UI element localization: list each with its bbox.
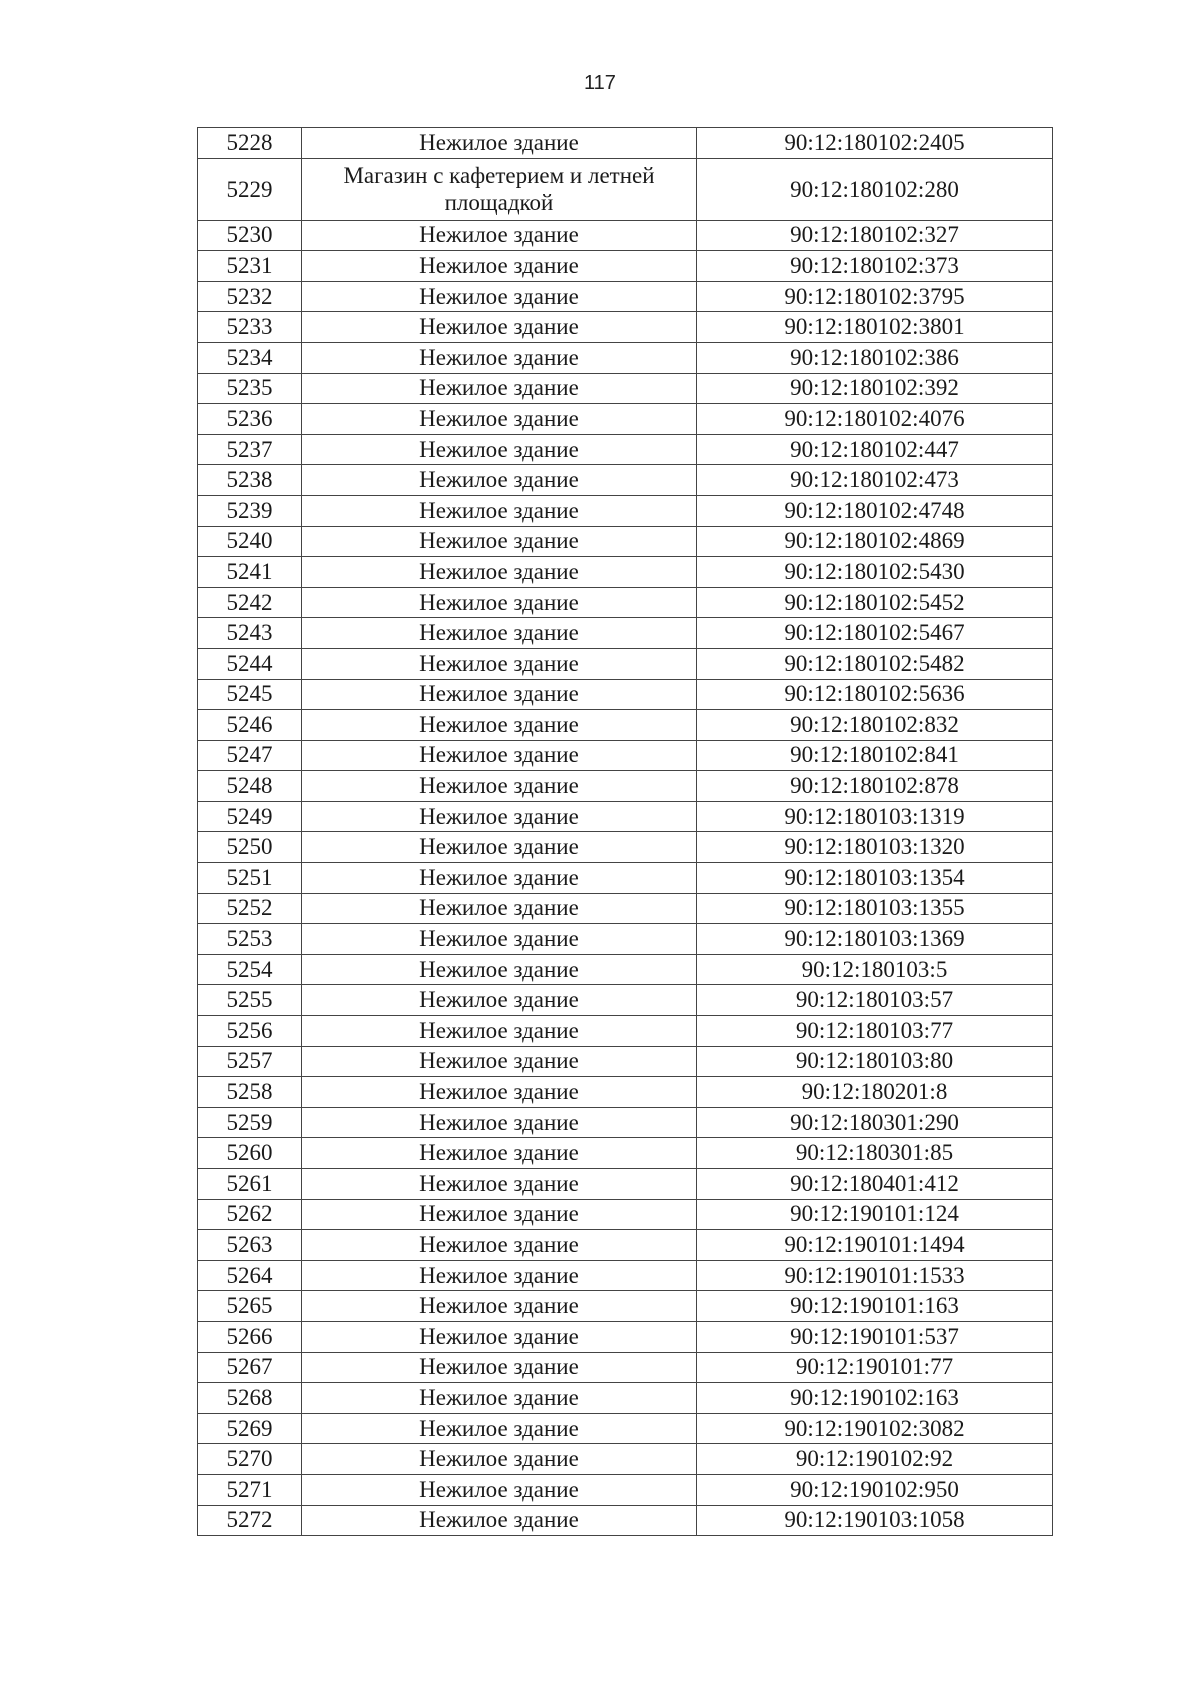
cadastral-number-cell: 90:12:180102:3801 [697, 312, 1053, 343]
row-number-cell: 5247 [198, 740, 302, 771]
row-number-cell: 5253 [198, 924, 302, 955]
row-number-cell: 5243 [198, 618, 302, 649]
table-row [198, 863, 1053, 894]
object-name-cell: Нежилое здание [302, 251, 697, 282]
cadastral-number-cell: 90:12:190101:124 [697, 1199, 1053, 1230]
table-row [198, 312, 1053, 343]
cadastral-number-cell: 90:12:190102:950 [697, 1474, 1053, 1505]
cadastral-number-cell: 90:12:180102:878 [697, 771, 1053, 802]
object-name-cell: Нежилое здание [302, 985, 697, 1016]
cadastral-number-cell: 90:12:180102:5452 [697, 587, 1053, 618]
cadastral-number-cell: 90:12:190101:537 [697, 1321, 1053, 1352]
table-row [198, 1107, 1053, 1138]
table-row [198, 1474, 1053, 1505]
row-number-cell: 5230 [198, 220, 302, 251]
table-row [198, 220, 1053, 251]
row-number-cell: 5258 [198, 1077, 302, 1108]
row-number-cell: 5248 [198, 771, 302, 802]
row-number-cell: 5250 [198, 832, 302, 863]
object-name-cell: Нежилое здание [302, 1444, 697, 1475]
object-name-cell: Нежилое здание [302, 434, 697, 465]
table-row [198, 587, 1053, 618]
row-number-cell: 5242 [198, 587, 302, 618]
row-number-cell: 5244 [198, 648, 302, 679]
object-name-cell: Нежилое здание [302, 465, 697, 496]
row-number-cell: 5267 [198, 1352, 302, 1383]
object-name-cell: Нежилое здание [302, 1352, 697, 1383]
table-row [198, 1352, 1053, 1383]
cadastral-number-cell: 90:12:180103:1354 [697, 863, 1053, 894]
table-row [198, 404, 1053, 435]
table-row [198, 281, 1053, 312]
cadastral-number-cell: 90:12:180103:57 [697, 985, 1053, 1016]
object-name-cell: Нежилое здание [302, 1505, 697, 1536]
object-name-cell: Нежилое здание [302, 128, 697, 159]
object-name-cell: Нежилое здание [302, 1138, 697, 1169]
table-row [198, 954, 1053, 985]
table-row [198, 740, 1053, 771]
cadastral-number-cell: 90:12:180103:1319 [697, 801, 1053, 832]
table-row [198, 679, 1053, 710]
cadastral-number-cell: 90:12:180102:5467 [697, 618, 1053, 649]
object-name-cell: Нежилое здание [302, 648, 697, 679]
table-row [198, 1046, 1053, 1077]
row-number-cell: 5236 [198, 404, 302, 435]
table-row [198, 924, 1053, 955]
cadastral-number-cell: 90:12:180103:77 [697, 1016, 1053, 1047]
table-row [198, 648, 1053, 679]
row-number-cell: 5256 [198, 1016, 302, 1047]
object-name-cell: Нежилое здание [302, 1016, 697, 1047]
table-row [198, 128, 1053, 159]
cadastral-number-cell: 90:12:180103:1369 [697, 924, 1053, 955]
row-number-cell: 5240 [198, 526, 302, 557]
table-row [198, 1138, 1053, 1169]
row-number-cell: 5229 [198, 158, 302, 220]
cadastral-number-cell: 90:12:180102:3795 [697, 281, 1053, 312]
table-row [198, 465, 1053, 496]
object-name-cell: Нежилое здание [302, 1199, 697, 1230]
row-number-cell: 5257 [198, 1046, 302, 1077]
table-row [198, 771, 1053, 802]
table-row [198, 342, 1053, 373]
cadastral-number-cell: 90:12:180102:5430 [697, 557, 1053, 588]
cadastral-number-cell: 90:12:180102:447 [697, 434, 1053, 465]
table-row [198, 1199, 1053, 1230]
object-name-cell: Нежилое здание [302, 893, 697, 924]
table-row [198, 251, 1053, 282]
row-number-cell: 5232 [198, 281, 302, 312]
object-name-cell: Нежилое здание [302, 1230, 697, 1261]
row-number-cell: 5254 [198, 954, 302, 985]
object-name-cell: Нежилое здание [302, 1046, 697, 1077]
table-row [198, 1230, 1053, 1261]
object-name-cell: Нежилое здание [302, 404, 697, 435]
cadastral-number-cell: 90:12:180102:473 [697, 465, 1053, 496]
row-number-cell: 5272 [198, 1505, 302, 1536]
table-row [198, 434, 1053, 465]
cadastral-number-cell: 90:12:190102:3082 [697, 1413, 1053, 1444]
row-number-cell: 5241 [198, 557, 302, 588]
row-number-cell: 5235 [198, 373, 302, 404]
cadastral-number-cell: 90:12:180102:327 [697, 220, 1053, 251]
object-name-cell: Нежилое здание [302, 1413, 697, 1444]
row-number-cell: 5268 [198, 1383, 302, 1414]
cadastral-number-cell: 90:12:190101:1533 [697, 1260, 1053, 1291]
object-name-cell: Нежилое здание [302, 1383, 697, 1414]
object-name-cell: Нежилое здание [302, 495, 697, 526]
row-number-cell: 5228 [198, 128, 302, 159]
property-table-container [197, 127, 1052, 1536]
cadastral-number-cell: 90:12:180301:85 [697, 1138, 1053, 1169]
cadastral-number-cell: 90:12:190101:163 [697, 1291, 1053, 1322]
object-name-cell: Нежилое здание [302, 1077, 697, 1108]
row-number-cell: 5264 [198, 1260, 302, 1291]
object-name-cell: Нежилое здание [302, 526, 697, 557]
table-row [198, 373, 1053, 404]
cadastral-number-cell: 90:12:180201:8 [697, 1077, 1053, 1108]
object-name-cell: Нежилое здание [302, 1107, 697, 1138]
cadastral-number-cell: 90:12:180102:4869 [697, 526, 1053, 557]
object-name-cell: Нежилое здание [302, 281, 697, 312]
object-name-cell: Магазин с кафетерием и летней площадкой [302, 158, 697, 220]
row-number-cell: 5266 [198, 1321, 302, 1352]
table-row [198, 801, 1053, 832]
cadastral-number-cell: 90:12:180102:832 [697, 710, 1053, 741]
table-row [198, 1077, 1053, 1108]
cadastral-number-cell: 90:12:180102:386 [697, 342, 1053, 373]
cadastral-number-cell: 90:12:190101:77 [697, 1352, 1053, 1383]
cadastral-number-cell: 90:12:180102:841 [697, 740, 1053, 771]
cadastral-number-cell: 90:12:190103:1058 [697, 1505, 1053, 1536]
object-name-cell: Нежилое здание [302, 863, 697, 894]
cadastral-number-cell: 90:12:180103:80 [697, 1046, 1053, 1077]
object-name-cell: Нежилое здание [302, 1291, 697, 1322]
table-row [198, 1260, 1053, 1291]
row-number-cell: 5265 [198, 1291, 302, 1322]
table-row [198, 1413, 1053, 1444]
table-row [198, 1444, 1053, 1475]
cadastral-number-cell: 90:12:180301:290 [697, 1107, 1053, 1138]
cadastral-number-cell: 90:12:180102:5482 [697, 648, 1053, 679]
table-row [198, 1169, 1053, 1200]
object-name-cell: Нежилое здание [302, 557, 697, 588]
table-row [198, 495, 1053, 526]
cadastral-number-cell: 90:12:180103:5 [697, 954, 1053, 985]
table-row [198, 832, 1053, 863]
table-row [198, 1383, 1053, 1414]
row-number-cell: 5262 [198, 1199, 302, 1230]
row-number-cell: 5260 [198, 1138, 302, 1169]
object-name-cell: Нежилое здание [302, 740, 697, 771]
cadastral-number-cell: 90:12:180102:4748 [697, 495, 1053, 526]
object-name-cell: Нежилое здание [302, 710, 697, 741]
object-name-cell: Нежилое здание [302, 1169, 697, 1200]
table-row [198, 1505, 1053, 1536]
object-name-cell: Нежилое здание [302, 771, 697, 802]
row-number-cell: 5239 [198, 495, 302, 526]
row-number-cell: 5234 [198, 342, 302, 373]
table-row [198, 893, 1053, 924]
table-row [198, 1291, 1053, 1322]
table-row [198, 710, 1053, 741]
table-row [198, 526, 1053, 557]
row-number-cell: 5238 [198, 465, 302, 496]
cadastral-number-cell: 90:12:180103:1355 [697, 893, 1053, 924]
cadastral-number-cell: 90:12:180102:373 [697, 251, 1053, 282]
property-table-body [198, 128, 1053, 1536]
table-row [198, 158, 1053, 220]
row-number-cell: 5245 [198, 679, 302, 710]
row-number-cell: 5249 [198, 801, 302, 832]
cadastral-number-cell: 90:12:180102:392 [697, 373, 1053, 404]
object-name-cell: Нежилое здание [302, 1474, 697, 1505]
object-name-cell: Нежилое здание [302, 1321, 697, 1352]
table-row [198, 557, 1053, 588]
object-name-cell: Нежилое здание [302, 220, 697, 251]
object-name-cell: Нежилое здание [302, 679, 697, 710]
object-name-cell: Нежилое здание [302, 924, 697, 955]
row-number-cell: 5252 [198, 893, 302, 924]
cadastral-number-cell: 90:12:190102:163 [697, 1383, 1053, 1414]
row-number-cell: 5269 [198, 1413, 302, 1444]
row-number-cell: 5231 [198, 251, 302, 282]
row-number-cell: 5255 [198, 985, 302, 1016]
property-table [197, 127, 1053, 1536]
row-number-cell: 5233 [198, 312, 302, 343]
row-number-cell: 5271 [198, 1474, 302, 1505]
row-number-cell: 5237 [198, 434, 302, 465]
row-number-cell: 5251 [198, 863, 302, 894]
object-name-cell: Нежилое здание [302, 1260, 697, 1291]
object-name-cell: Нежилое здание [302, 801, 697, 832]
row-number-cell: 5261 [198, 1169, 302, 1200]
table-row [198, 1321, 1053, 1352]
row-number-cell: 5246 [198, 710, 302, 741]
table-row [198, 618, 1053, 649]
cadastral-number-cell: 90:12:180103:1320 [697, 832, 1053, 863]
row-number-cell: 5263 [198, 1230, 302, 1261]
object-name-cell: Нежилое здание [302, 954, 697, 985]
table-row [198, 1016, 1053, 1047]
object-name-cell: Нежилое здание [302, 832, 697, 863]
object-name-cell: Нежилое здание [302, 373, 697, 404]
object-name-cell: Нежилое здание [302, 342, 697, 373]
cadastral-number-cell: 90:12:180102:4076 [697, 404, 1053, 435]
cadastral-number-cell: 90:12:180102:5636 [697, 679, 1053, 710]
object-name-cell: Нежилое здание [302, 587, 697, 618]
row-number-cell: 5270 [198, 1444, 302, 1475]
cadastral-number-cell: 90:12:180102:2405 [697, 128, 1053, 159]
cadastral-number-cell: 90:12:180102:280 [697, 158, 1053, 220]
page-number: 117 [584, 72, 616, 94]
cadastral-number-cell: 90:12:190102:92 [697, 1444, 1053, 1475]
row-number-cell: 5259 [198, 1107, 302, 1138]
cadastral-number-cell: 90:12:180401:412 [697, 1169, 1053, 1200]
table-row [198, 985, 1053, 1016]
cadastral-number-cell: 90:12:190101:1494 [697, 1230, 1053, 1261]
object-name-cell: Нежилое здание [302, 312, 697, 343]
object-name-cell: Нежилое здание [302, 618, 697, 649]
